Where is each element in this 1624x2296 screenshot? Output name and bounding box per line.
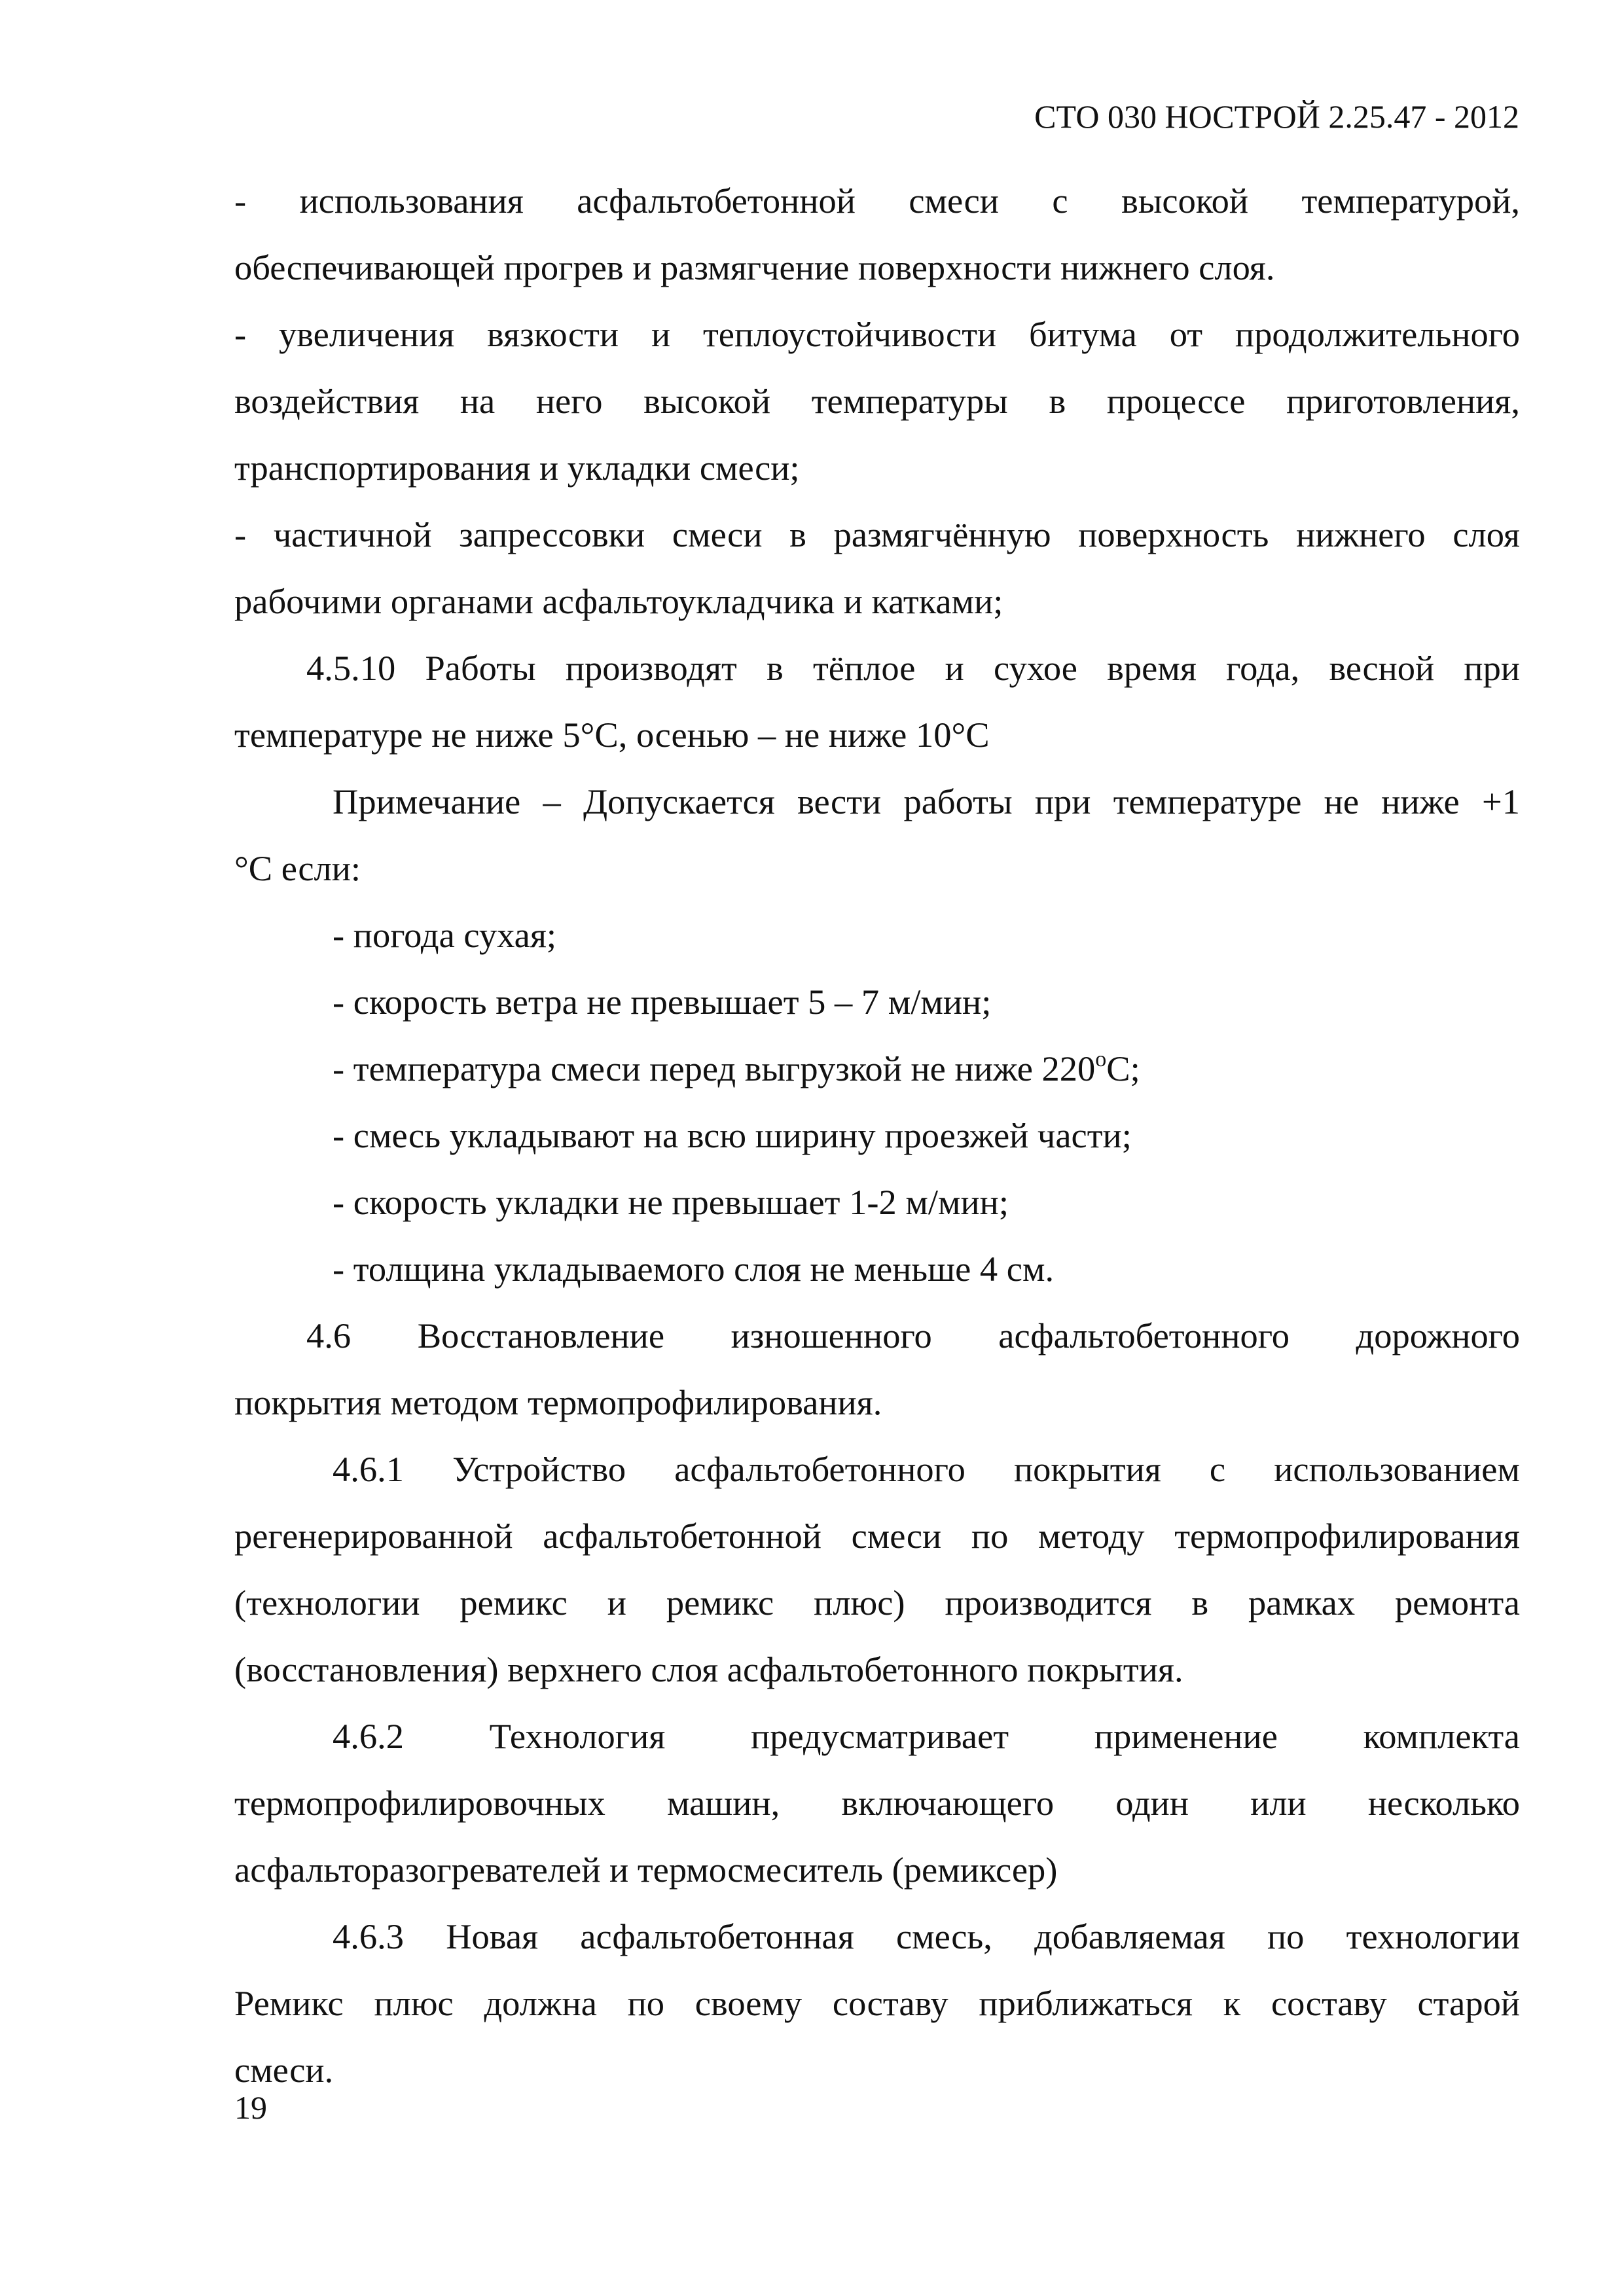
note-condition-thickness: - толщина укладываемого слоя не меньше 4 см. xyxy=(333,1249,1055,1289)
clause-4-6-2-line-1: 4.6.2 Технология предусматривает применение комплекта xyxy=(333,1716,1520,1756)
page-body xyxy=(234,168,1520,2104)
clause-4-6-1-line-4: (восстановления) верхнего слоя асфальтобетонного покрытия. xyxy=(234,1649,1183,1689)
document-code-header: СТО 030 НОСТРОЙ 2.25.47 - 2012 xyxy=(1034,98,1519,135)
bullet-pressing-line-1: - частичной запрессовки смеси в размягчённую поверхность нижнего слоя xyxy=(234,514,1520,554)
clause-4-6-1-line-2: регенерированной асфальтобетонной смеси по методу термопрофилирования xyxy=(234,1516,1520,1556)
clause-4-6-3-line-3: смеси. xyxy=(234,2050,334,2090)
degree-superscript: о xyxy=(1095,1047,1107,1071)
clause-4-6-2-line-2: термопрофилировочных машин, включающего один или несколько xyxy=(234,1783,1520,1823)
clause-4-6-3-line-2: Ремикс плюс должна по своему составу приближаться к составу старой xyxy=(234,1983,1520,2023)
page-number: 19 xyxy=(234,2089,267,2126)
clause-4-6-2-line-3: асфальторазогревателей и термосмеситель (ремиксер) xyxy=(234,1850,1058,1890)
bullet-viscosity-line-2: воздействия на него высокой температуры в процессе приготовления, xyxy=(234,381,1520,421)
bullet-hot-mix-line-1: - использования асфальтобетонной смеси с высокой температурой, xyxy=(234,181,1520,221)
bullet-viscosity-line-3: транспортирования и укладки смеси; xyxy=(234,448,800,488)
note-line-2: °С если: xyxy=(234,848,361,888)
clause-4-6-1-line-1: 4.6.1 Устройство асфальтобетонного покрытия с использованием xyxy=(333,1449,1520,1489)
note-condition-full-width: - смесь укладывают на всю ширину проезжей части; xyxy=(333,1115,1132,1155)
mix-temperature-unit: С; xyxy=(1106,1049,1140,1088)
clause-4-5-10-line-2: температуре не ниже 5°С, осенью – не ниже 10°С xyxy=(234,715,990,755)
bullet-hot-mix-line-2: обеспечивающей прогрев и размягчение поверхности нижнего слоя. xyxy=(234,247,1275,287)
note-condition-weather: - погода сухая; xyxy=(333,915,557,955)
mix-temperature-text: - температура смеси перед выгрузкой не ниже 220 xyxy=(333,1049,1096,1088)
clause-4-6-3-line-1: 4.6.3 Новая асфальтобетонная смесь, добавляемая по технологии xyxy=(333,1916,1520,1956)
note-line-1: Примечание – Допускается вести работы при температуре не ниже +1 xyxy=(333,781,1520,821)
note-condition-mix-temperature xyxy=(234,1035,1520,1102)
clause-4-6-1-line-3: (технологии ремикс и ремикс плюс) производится в рамках ремонта xyxy=(234,1583,1520,1623)
bullet-pressing-line-2: рабочими органами асфальтоукладчика и катками; xyxy=(234,581,1003,621)
note-condition-wind: - скорость ветра не превышает 5 – 7 м/мин; xyxy=(333,982,992,1022)
clause-4-5-10-line-1: 4.5.10 Работы производят в тёплое и сухое время года, весной при xyxy=(306,648,1520,688)
clause-4-6-line-2: покрытия методом термопрофилирования. xyxy=(234,1382,882,1422)
clause-4-6-line-1: 4.6 Восстановление изношенного асфальтобетонного дорожного xyxy=(306,1316,1520,1355)
bullet-viscosity-line-1: - увеличения вязкости и теплоустойчивости битума от продолжительного xyxy=(234,314,1520,354)
note-condition-laying-speed: - скорость укладки не превышает 1-2 м/мин; xyxy=(333,1182,1009,1222)
